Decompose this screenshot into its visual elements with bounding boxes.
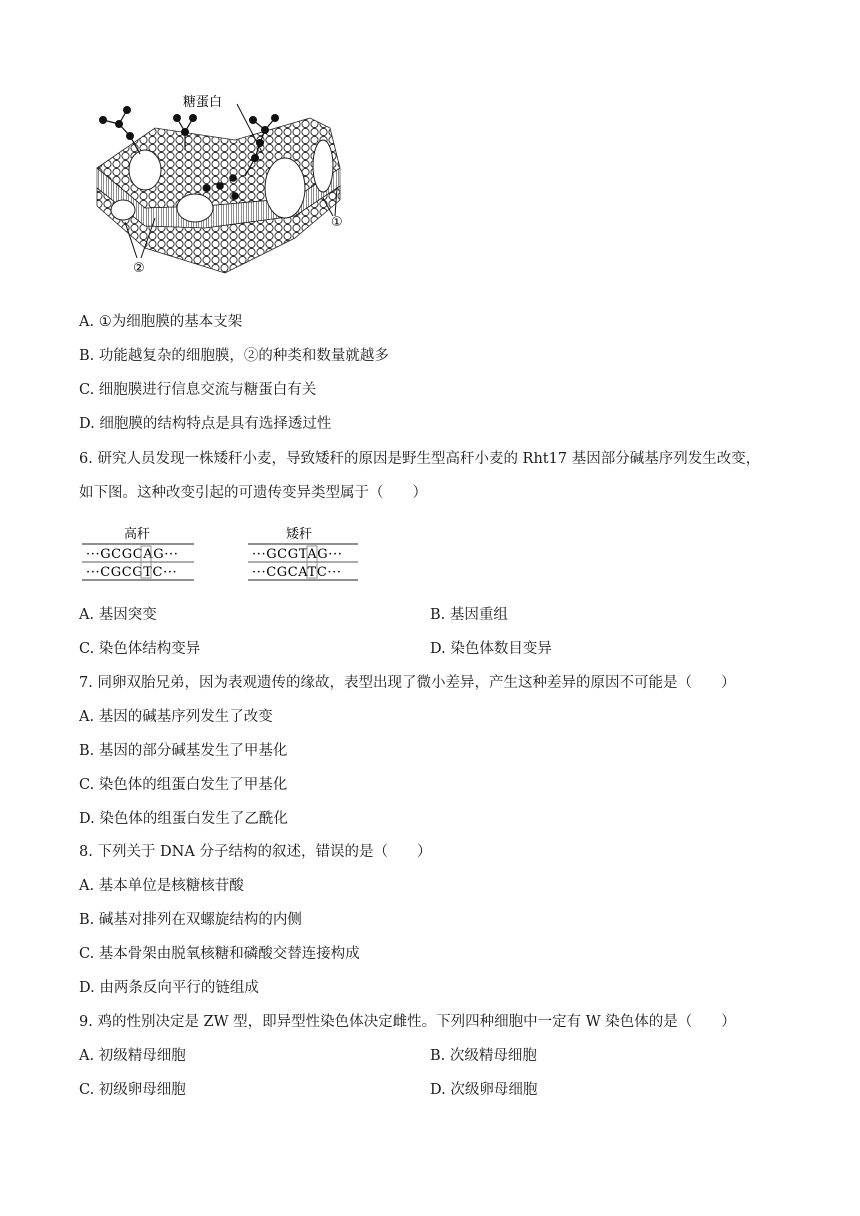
q9-option-d: D. 次级卵母细胞 [430,1082,538,1098]
q7-stem: 7. 同卵双胎兄弟，因为表观遗传的缘故，表型出现了微小差异，产生这种差异的原因不可能是（ ） [79,675,736,691]
q9-stem: 9. 鸡的性别决定是 ZW 型，即异型性染色体决定雌性。下列四种细胞中一定有 W 染色体的是（ ） [79,1014,736,1030]
q6-option-a: A. 基因突变 [79,607,157,623]
q5-option-b: B. 功能越复杂的细胞膜，②的种类和数量就越多 [79,348,389,364]
dwarf-label: 矮秆 [286,527,313,542]
q5-option-a: A. ①为细胞膜的基本支架 [79,314,243,330]
q6-option-d: D. 染色体数目变异 [430,641,552,657]
q9-option-b: B. 次级精母细胞 [430,1048,537,1064]
glycoprotein-label: 糖蛋白 [183,95,223,110]
q6-option-b: B. 基因重组 [430,607,508,623]
cell-membrane-figure [85,88,365,288]
q6-option-c: C. 染色体结构变异 [79,641,201,657]
tall-label: 高秆 [124,527,151,542]
q8-option-a: A. 基本单位是核糖核苷酸 [79,878,244,894]
label-2: ② [133,261,145,276]
q9-option-c: C. 初级卵母细胞 [79,1082,186,1098]
q8-option-c: C. 基本骨架由脱氧核糖和磷酸交替连接构成 [79,946,360,962]
q7-option-d: D. 染色体的组蛋白发生了乙酰化 [79,811,288,827]
q8-option-d: D. 由两条反向平行的链组成 [79,980,259,996]
q7-option-c: C. 染色体的组蛋白发生了甲基化 [79,777,288,793]
q6-stem-line2: 如下图。这种改变引起的可遗传变异类型属于（ ） [79,485,427,501]
tall-top-strand: ···GCGCAG··· [86,547,179,562]
dna-sequence-figure [82,524,382,586]
q9-option-a: A. 初级精母细胞 [79,1048,186,1064]
q8-option-b: B. 碱基对排列在双螺旋结构的内侧 [79,912,302,928]
tall-bottom-strand: ···CGCGTC··· [86,565,178,580]
label-1: ① [331,215,343,230]
dwarf-top-strand: ···GCGTAG··· [252,547,343,562]
dwarf-bottom-strand: ···CGCATC··· [252,565,342,580]
q7-option-a: A. 基因的碱基序列发生了改变 [79,709,273,725]
q6-stem-line1: 6. 研究人员发现一株矮秆小麦，导致矮秆的原因是野生型高秆小麦的 Rht17 基因部分碱基序列发生改变， [79,451,761,467]
q5-option-c: C. 细胞膜进行信息交流与糖蛋白有关 [79,382,317,398]
q5-option-d: D. 细胞膜的结构特点是具有选择透过性 [79,416,332,432]
q7-option-b: B. 基因的部分碱基发生了甲基化 [79,743,288,759]
q8-stem: 8. 下列关于 DNA 分子结构的叙述，错误的是（ ） [79,844,432,860]
